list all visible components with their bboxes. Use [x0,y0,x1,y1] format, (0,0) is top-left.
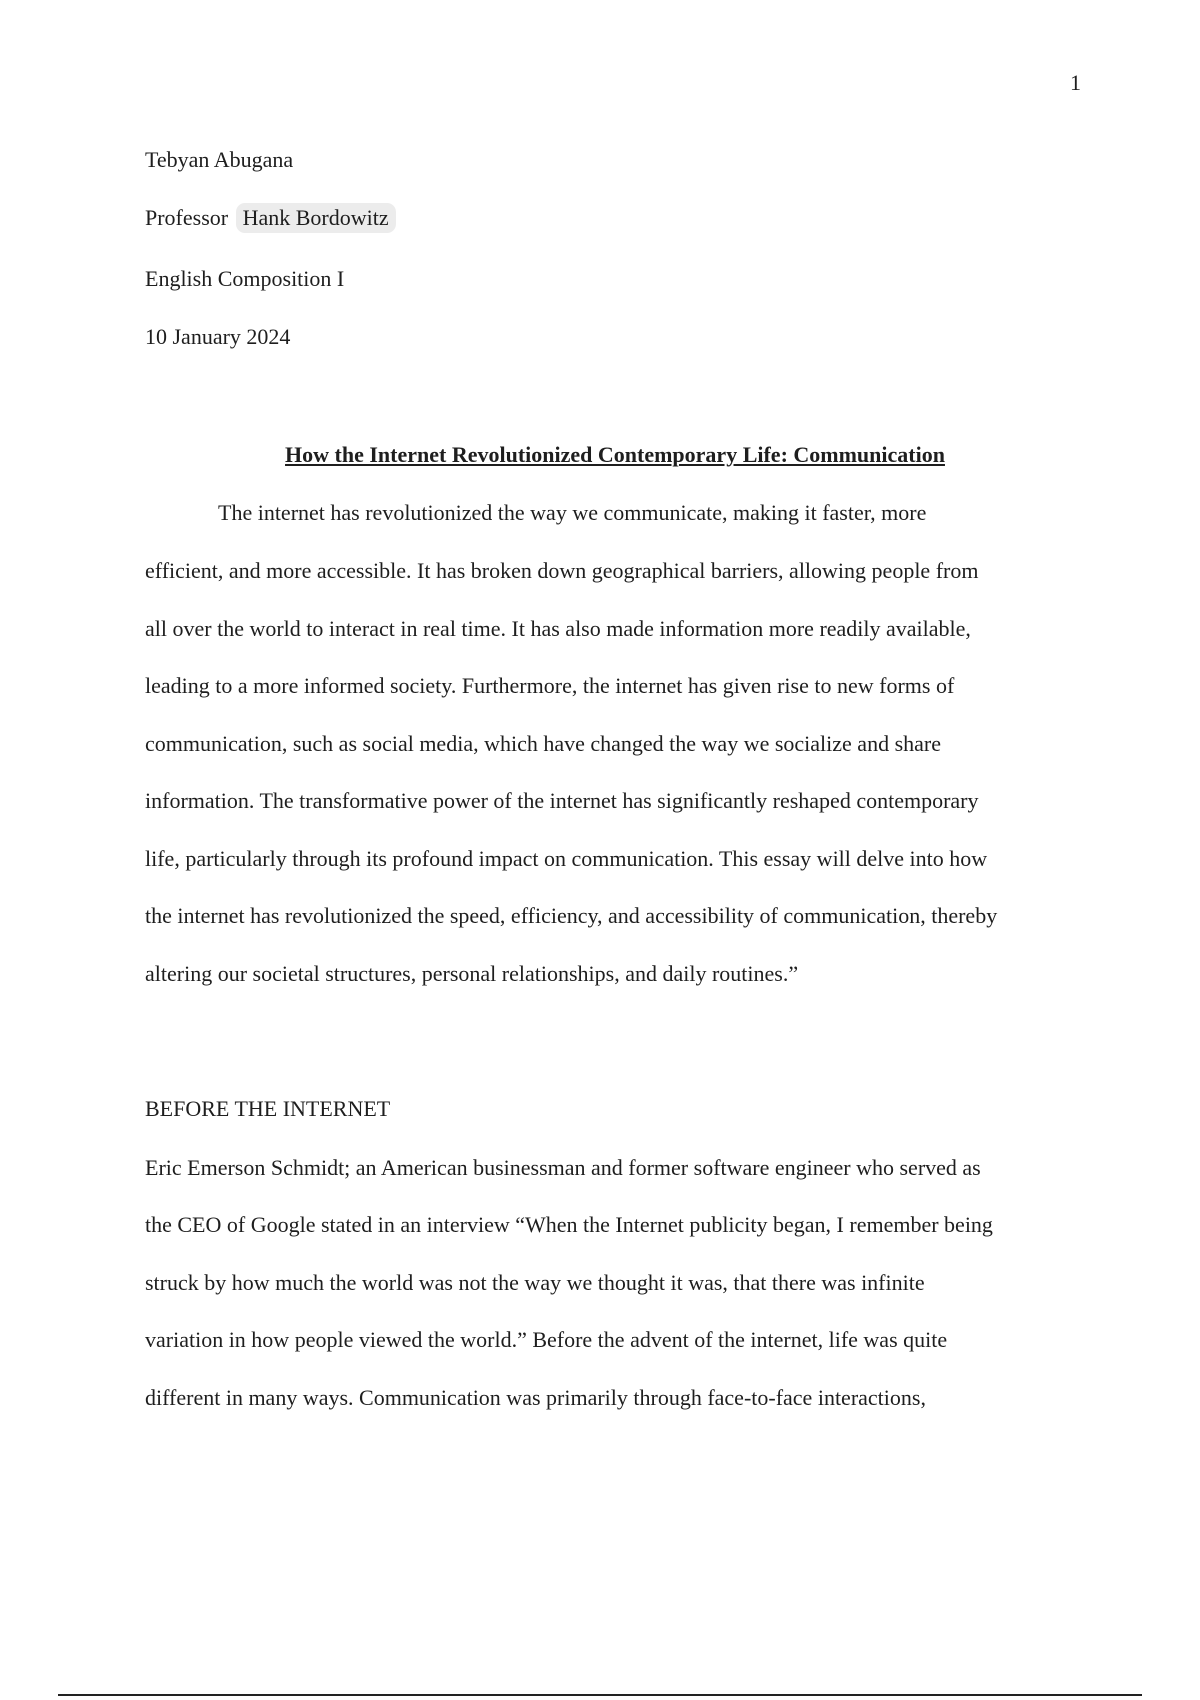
paragraph-line: altering our societal structures, personal relationships, and daily routines.” [145,961,799,986]
paragraph-line: leading to a more informed society. Furthermore, the internet has given rise to new forms of [145,673,955,698]
page-bottom-rule [58,1694,1142,1696]
course-name: English Composition I [145,266,345,291]
section-heading: BEFORE THE INTERNET [145,1096,391,1121]
paragraph-line: different in many ways. Communication was primarily through face-to-face interactions, [145,1385,926,1410]
essay-title: How the Internet Revolutionized Contemporary Life: Communication [285,442,945,467]
page-number: 1 [1070,70,1081,95]
paragraph-line: communication, such as social media, which have changed the way we socialize and share [145,731,941,756]
paragraph-line: the CEO of Google stated in an interview “When the Internet publicity began, I remember being [145,1212,993,1237]
paragraph-line: information. The transformative power of the internet has significantly reshaped contemporary [145,788,979,813]
paragraph-line: the internet has revolutionized the speed, efficiency, and accessibility of communication, thereby [145,903,998,928]
paragraph-line: efficient, and more accessible. It has broken down geographical barriers, allowing people from [145,558,979,583]
paragraph-line: Eric Emerson Schmidt; an American businessman and former software engineer who served as [145,1155,981,1180]
professor-line [145,203,396,233]
paragraph-line: all over the world to interact in real time. It has also made information more readily available, [145,616,971,641]
author-name: Tebyan Abugana [145,147,294,172]
professor-prefix: Professor [145,205,229,230]
professor-name-chip[interactable]: Hank Bordowitz [236,203,396,233]
paragraph-line: variation in how people viewed the world.” Before the advent of the internet, life was quite [145,1327,948,1352]
paragraph-line: The internet has revolutionized the way we communicate, making it faster, more [218,500,927,525]
paragraph-line: struck by how much the world was not the way we thought it was, that there was infinite [145,1270,925,1295]
paragraph-line: life, particularly through its profound impact on communication. This essay will delve into how [145,846,988,871]
essay-date: 10 January 2024 [145,324,291,349]
